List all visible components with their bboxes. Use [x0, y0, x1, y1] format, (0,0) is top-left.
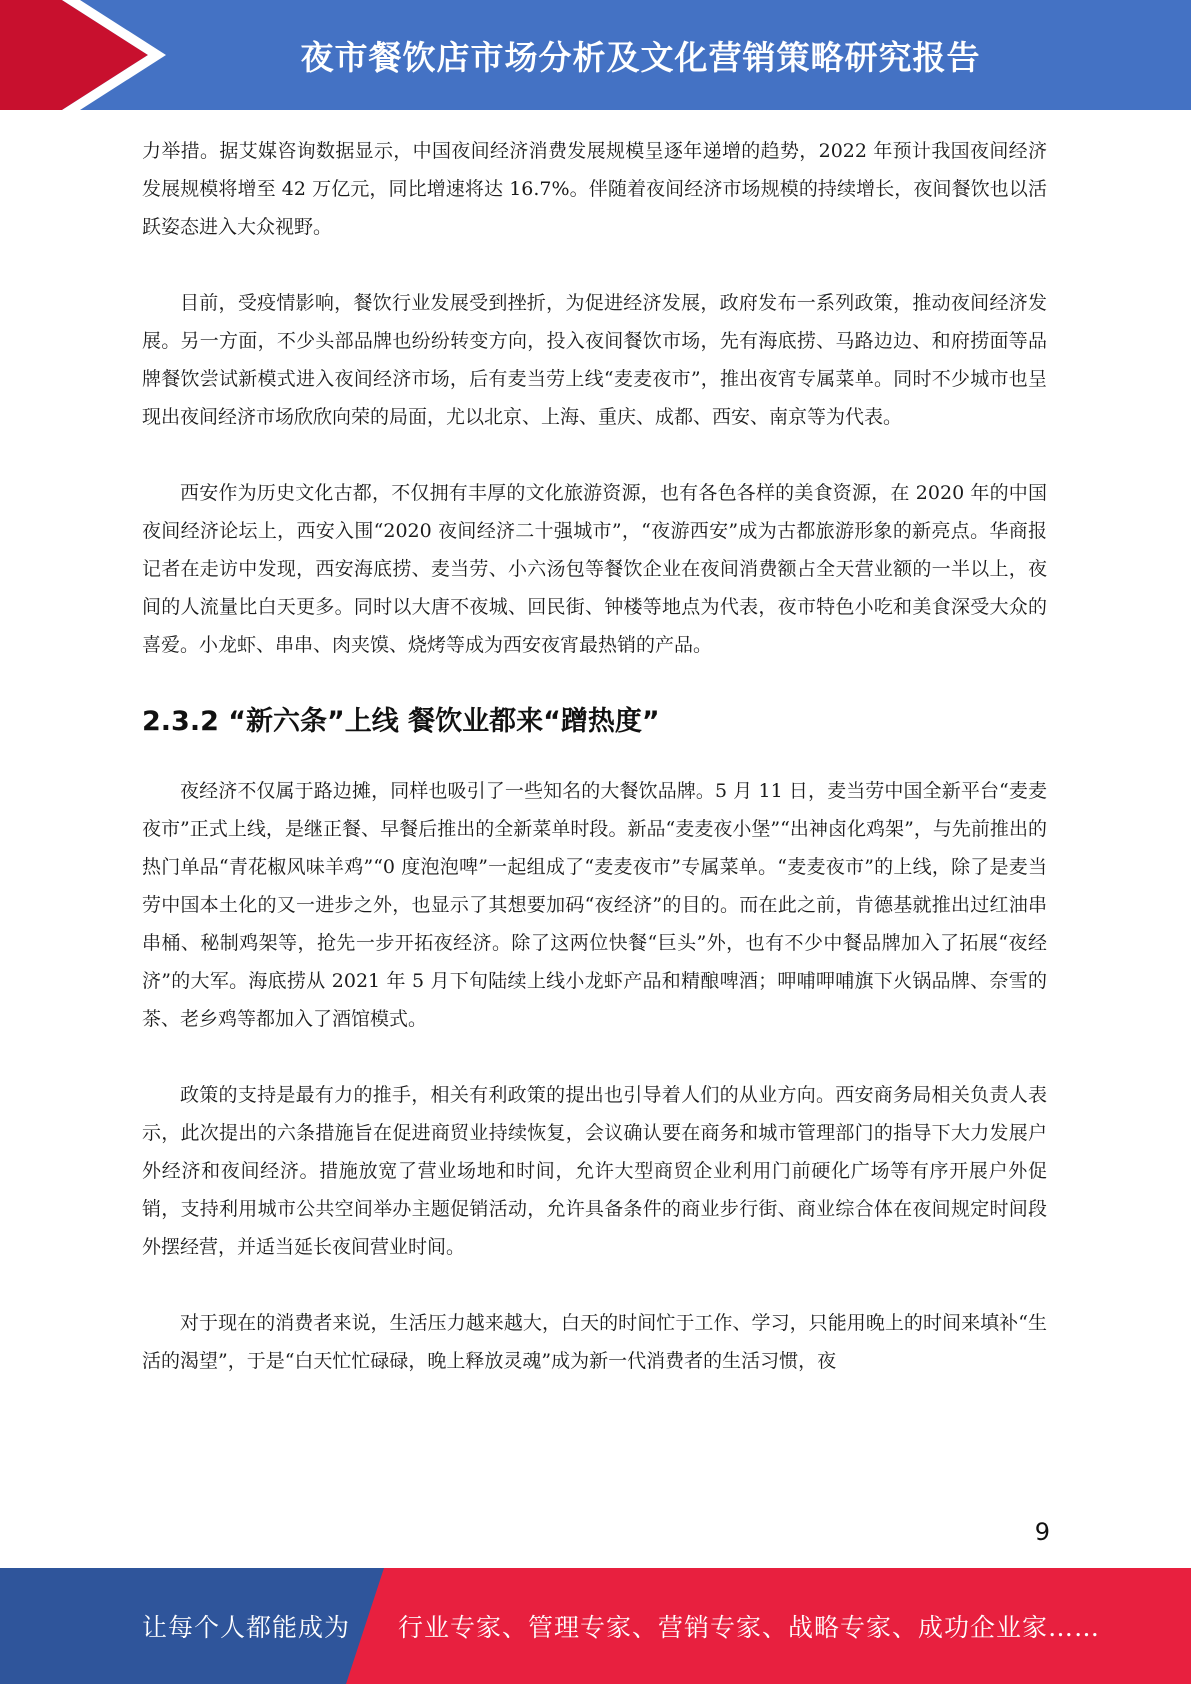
report-title: 夜市餐饮店市场分析及文化营销策略研究报告: [300, 37, 981, 77]
document-body: [142, 132, 1047, 1418]
paragraph-continued: 力举措。据艾媒咨询数据显示，中国夜间经济消费发展规模呈逐年递增的趋势，2022 年预计我国夜间经济发展规模将增至 42 万亿元，同比增速将达 16.7%。伴随着夜间经济市场规模的持续增长，夜间餐饮也以活跃姿态进入大众视野。: [142, 140, 1047, 238]
page-number: 9: [1034, 1518, 1050, 1546]
paragraph: 目前，受疫情影响，餐饮行业发展受到挫折，为促进经济发展，政府发布一系列政策，推动夜间经济发展。另一方面，不少头部品牌也纷纷转变方向，投入夜间餐饮市场，先有海底捞、马路边边、和府捞面等品牌餐饮尝试新模式进入夜间经济市场，后有麦当劳上线“麦麦夜市”，推出夜宵专属菜单。同时不少城市也呈现出夜间经济市场欣欣向荣的局面，尤以北京、上海、重庆、成都、西安、南京等为代表。: [142, 292, 1047, 428]
page-footer: [0, 1568, 1191, 1684]
section-heading: 2.3.2 “新六条”上线 餐饮业都来“蹭热度”: [142, 706, 660, 737]
page-header: [0, 0, 1191, 110]
paragraph: 夜经济不仅属于路边摊，同样也吸引了一些知名的大餐饮品牌。5 月 11 日，麦当劳中国全新平台“麦麦夜市”正式上线，是继正餐、早餐后推出的全新菜单时段。新品“麦麦夜小堡”“出神卤化鸡架”，与先前推出的热门单品“青花椒风味羊鸡”“0 度泡泡啤”一起组成了“麦麦夜市”专属菜单。“麦麦夜市”的上线，除了是麦当劳中国本土化的又一进步之外，也显示了其想要加码“夜经济”的目的。而在此之前，肯德基就推出过红油串串桶、秘制鸡架等，抢先一步开拓夜经济。除了这两位快餐“巨头”外，也有不少中餐品牌加入了拓展“夜经济”的大军。海底捞从 2021 年 5 月下旬陆续上线小龙虾产品和精酿啤酒；呷哺呷哺旗下火锅品牌、奈雪的茶、老乡鸡等都加入了酒馆模式。: [142, 780, 1047, 1030]
footer-slogan-left: 让每个人都能成为: [142, 1613, 351, 1642]
footer-slogan-right: 行业专家、管理专家、营销专家、战略专家、成功企业家……: [398, 1613, 1101, 1642]
paragraph: 政策的支持是最有力的推手，相关有利政策的提出也引导着人们的从业方向。西安商务局相关负责人表示，此次提出的六条措施旨在促进商贸业持续恢复，会议确认要在商务和城市管理部门的指导下大力发展户外经济和夜间经济。措施放宽了营业场地和时间，允许大型商贸企业利用门前硬化广场等有序开展户外促销，支持利用城市公共空间举办主题促销活动，允许具备条件的商业步行街、商业综合体在夜间规定时间段外摆经营，并适当延长夜间营业时间。: [142, 1084, 1047, 1258]
paragraph: 西安作为历史文化古都，不仅拥有丰厚的文化旅游资源，也有各色各样的美食资源，在 2020 年的中国夜间经济论坛上，西安入围“2020 夜间经济二十强城市”，“夜游西安”成为古都旅游形象的新亮点。华商报记者在走访中发现，西安海底捞、麦当劳、小六汤包等餐饮企业在夜间消费额占全天营业额的一半以上，夜间的人流量比白天更多。同时以大唐不夜城、回民街、钟楼等地点为代表，夜市特色小吃和美食深受大众的喜爱。小龙虾、串串、肉夹馍、烧烤等成为西安夜宵最热销的产品。: [142, 482, 1047, 656]
paragraph: 对于现在的消费者来说，生活压力越来越大，白天的时间忙于工作、学习，只能用晚上的时间来填补“生活的渴望”，于是“白天忙忙碌碌，晚上释放灵魂”成为新一代消费者的生活习惯，夜: [142, 1312, 1047, 1372]
